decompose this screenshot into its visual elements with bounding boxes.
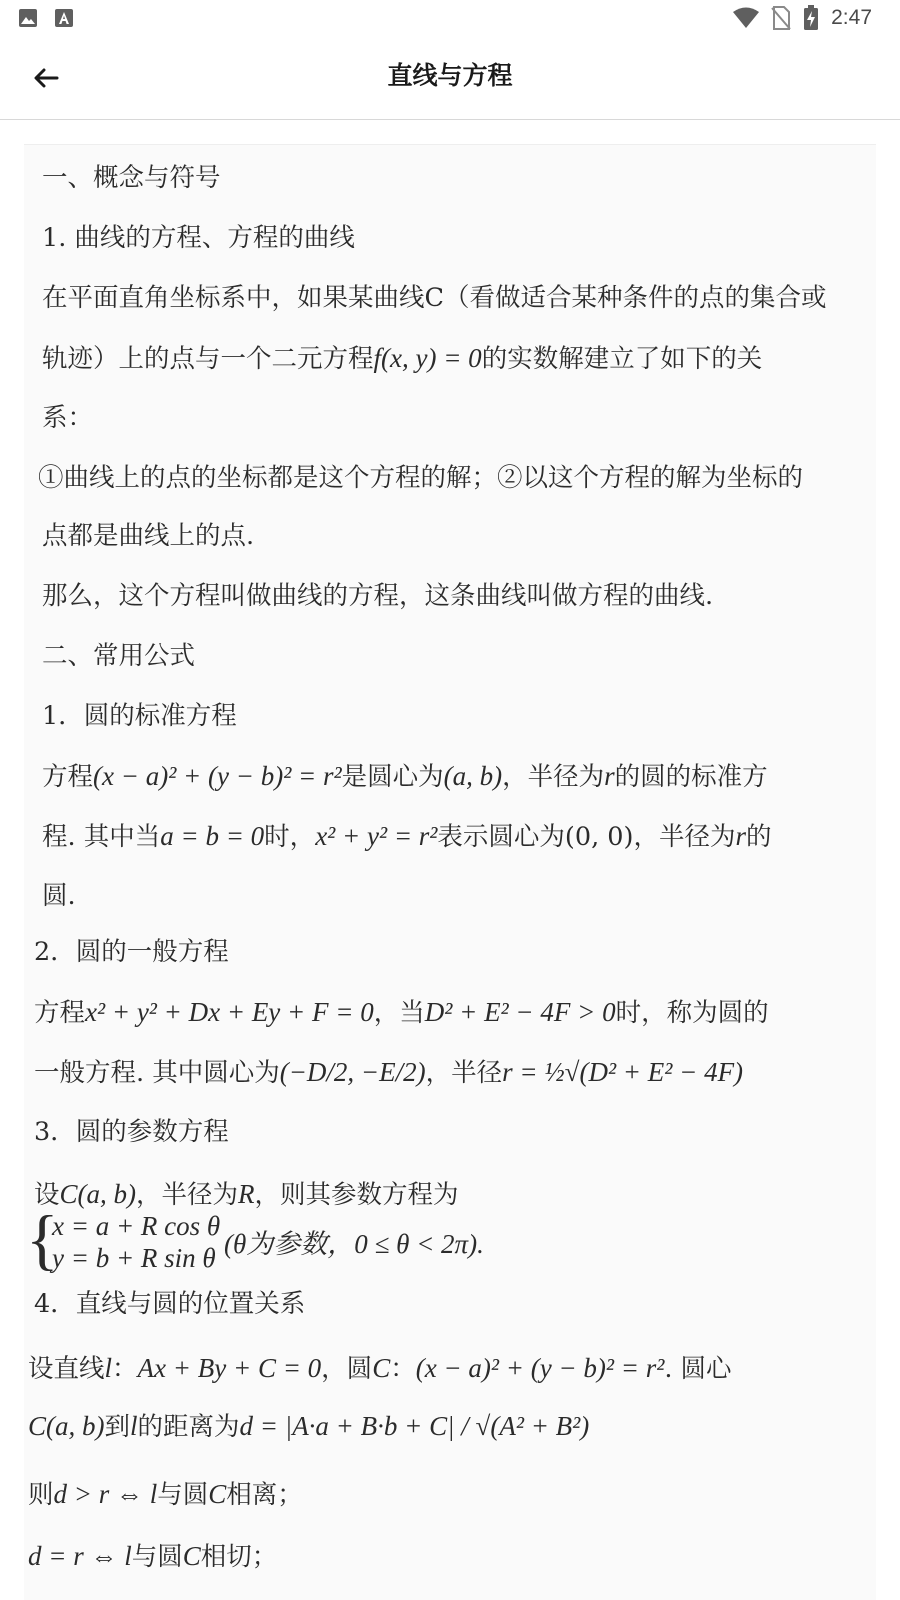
paragraph-line: 点都是曲线上的点. — [42, 521, 255, 551]
formula-origin-circle: x² + y² = r² — [315, 821, 438, 851]
app-notification-icon — [54, 8, 74, 28]
formula-radius: r = ½√(D² + E² − 4F) — [502, 1057, 744, 1087]
paragraph-line: 一般方程. 其中圆心为(−D/2, −E/2)，半径r = ½√(D² + E² − 4F) — [34, 1057, 744, 1088]
formula-circle-standard: (x − a)² + (y − b)² = r² — [93, 761, 342, 791]
wifi-icon — [733, 7, 759, 29]
formula-line: Ax + By + C = 0 — [137, 1353, 322, 1383]
status-bar — [0, 0, 900, 36]
section-heading-2: 二、常用公式 — [42, 641, 196, 671]
system-brace: { — [26, 1201, 59, 1277]
no-sim-icon — [771, 6, 791, 30]
section-heading-1: 一、概念与符号 — [42, 163, 221, 193]
formula-param-range: (θ为参数，0 ≤ θ < 2π). — [224, 1229, 484, 1259]
app-bar — [0, 36, 900, 120]
subheading-2-3: 3．圆的参数方程 — [34, 1117, 229, 1147]
page-title: 直线与方程 — [387, 61, 513, 90]
paragraph-line: 则d > r ⇔ l与圆C相离； — [28, 1479, 303, 1510]
subheading-1-1: 1. 曲线的方程、方程的曲线 — [42, 223, 355, 253]
paragraph-line: 圆. — [42, 881, 76, 911]
formula-distance: d = |A·a + B·b + C| / √(A² + B²) — [239, 1411, 590, 1441]
clock: 2:47 — [831, 6, 872, 29]
formula-fxy: f(x, y) = 0 — [373, 343, 482, 373]
formula-param-y: y = b + R sin θ — [52, 1243, 216, 1273]
formula-circle-general: x² + y² + Dx + Ey + F = 0 — [85, 997, 374, 1027]
paragraph-line: 方程x² + y² + Dx + Ey + F = 0，当D² + E² − 4F > 0时，称为圆的 — [34, 997, 769, 1028]
article-image — [24, 144, 876, 1600]
paragraph-line: 设C(a, b)，半径为R，则其参数方程为 — [34, 1179, 459, 1210]
formula-condition: D² + E² − 4F > 0 — [424, 997, 616, 1027]
paragraph-line: d = r ⇔ l与圆C相切； — [28, 1541, 278, 1572]
paragraph-line: ①曲线上的点的坐标都是这个方程的解；②以这个方程的解为坐标的 — [38, 463, 804, 493]
paragraph-line: 程. 其中当a = b = 0时，x² + y² = r²表示圆心为(0, 0)，半径为r的 — [42, 821, 772, 852]
paragraph-line: C(a, b)到l的距离为d = |A·a + B·b + C| / √(A² + B²) — [28, 1411, 590, 1442]
formula-param-x: x = a + R cos θ — [52, 1211, 221, 1241]
formula-center: (−D/2, −E/2) — [279, 1057, 426, 1087]
paragraph-line: 轨迹）上的点与一个二元方程f(x, y) = 0的实数解建立了如下的关 — [42, 343, 763, 374]
paragraph-line: 系： — [42, 403, 94, 433]
paragraph-line: 设直线l：Ax + By + C = 0，圆C：(x − a)² + (y − b)² = r². 圆心 — [28, 1353, 732, 1384]
paragraph-line: 那么，这个方程叫做曲线的方程，这条曲线叫做方程的曲线. — [42, 581, 714, 611]
paragraph-line: 在平面直角坐标系中，如果某曲线C（看做适合某种条件的点的集合或 — [42, 283, 827, 313]
image-notification-icon — [18, 8, 38, 28]
formula-circle: (x − a)² + (y − b)² = r² — [415, 1353, 665, 1383]
paragraph-line: 方程(x − a)² + (y − b)² = r²是圆心为(a, b)，半径为r的圆的标准方 — [42, 761, 768, 792]
subheading-2-2: 2．圆的一般方程 — [34, 937, 229, 967]
article-scroll-view[interactable] — [0, 120, 900, 1600]
subheading-2-1: 1．圆的标准方程 — [42, 701, 237, 731]
subheading-2-4: 4．直线与圆的位置关系 — [34, 1289, 306, 1319]
battery-charging-icon — [803, 5, 819, 31]
